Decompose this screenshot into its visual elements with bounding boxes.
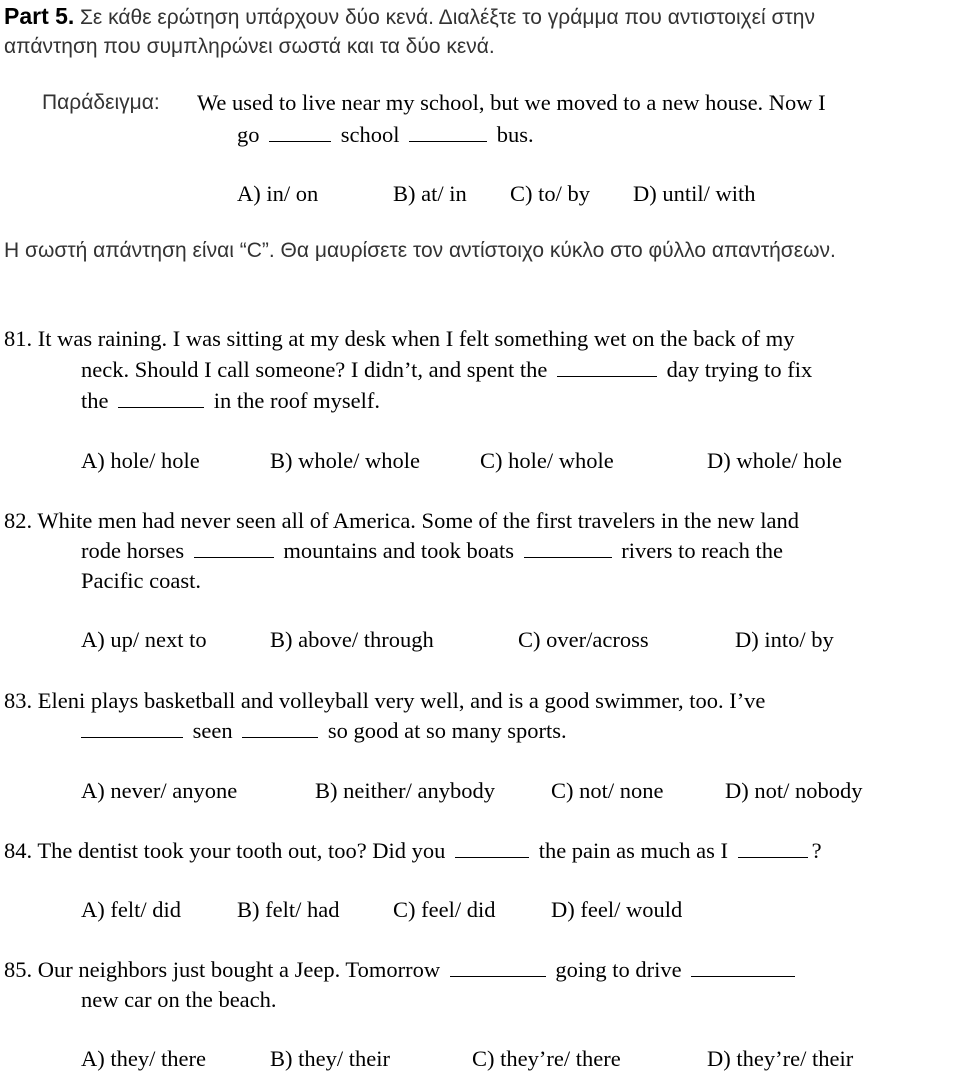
q83-seg-2b: so good at so many sports.: [327, 718, 567, 743]
q81-option-a: A) hole/ hole: [81, 448, 200, 473]
q84-seg-1a: 84. The dentist took your tooth out, too? Did you: [4, 838, 446, 863]
q83-option-c: C) not/ none: [551, 778, 664, 803]
q82-line-3: Pacific coast.: [81, 568, 201, 593]
q82-blank-2: [524, 556, 612, 558]
q82-option-b: B) above/ through: [270, 627, 434, 652]
q84-seg-1c: ?: [811, 838, 822, 863]
example-line-2: [237, 124, 534, 147]
q83-seg-2a: seen: [192, 718, 233, 743]
example-label: Παράδειγμα:: [42, 91, 160, 114]
q81-line-1: 81. It was raining. I was sitting at my desk when I felt something wet on the back of my: [4, 326, 795, 351]
example-blank-1: [269, 140, 331, 142]
q85-option-d: D) they’re/ their: [707, 1046, 854, 1071]
example-option-c: C) to/ by: [510, 181, 591, 206]
instruction-text-2: απάντηση που συμπληρώνει σωστά και τα δύο κενά.: [4, 35, 495, 58]
q81-line-3: [81, 390, 380, 413]
example-seg-b: school: [340, 122, 400, 147]
q84-seg-1b: the pain as much as I: [538, 838, 729, 863]
q81-seg-3b: in the roof myself.: [213, 388, 380, 413]
q82-line-1: 82. White men had never seen all of America. Some of the first travelers in the new land: [4, 508, 799, 533]
q83-line-1: 83. Eleni plays basketball and volleyball very well, and is a good swimmer, too. I’ve: [4, 688, 766, 713]
q82-option-d: D) into/ by: [735, 627, 834, 652]
q83-option-b: B) neither/ anybody: [315, 778, 495, 803]
q85-line-1: [4, 959, 799, 982]
q85-option-b: B) they/ their: [270, 1046, 390, 1071]
instruction-text-1: Σε κάθε ερώτηση υπάρχουν δύο κενά. Διαλέξτε το γράμμα που αντιστοιχεί στην: [79, 6, 815, 29]
instruction-line-1: [4, 5, 815, 29]
example-seg-a: go: [237, 122, 260, 147]
q81-blank-2: [118, 406, 204, 408]
q82-seg-2c: rivers to reach the: [621, 538, 784, 563]
q85-seg-1b: going to drive: [555, 957, 682, 982]
q81-seg-3a: the: [81, 388, 109, 413]
q85-option-a: A) they/ there: [81, 1046, 206, 1071]
q82-seg-2a: rode horses: [81, 538, 185, 563]
q84-option-a: A) felt/ did: [81, 897, 181, 922]
q85-seg-1a: 85. Our neighbors just bought a Jeep. Tomorrow: [4, 957, 441, 982]
q83-blank-2: [242, 736, 318, 738]
q81-option-b: B) whole/ whole: [270, 448, 420, 473]
q81-seg-2b: day trying to fix: [666, 357, 813, 382]
q82-option-a: A) up/ next to: [81, 627, 207, 652]
example-option-b: B) at/ in: [393, 181, 467, 206]
q84-option-c: C) feel/ did: [393, 897, 496, 922]
example-option-a: A) in/ on: [237, 181, 319, 206]
q85-blank-2: [691, 975, 795, 977]
q84-option-b: B) felt/ had: [237, 897, 340, 922]
example-answer-1: Η σωστή απάντηση είναι “C”.: [4, 239, 275, 262]
q83-option-d: D) not/ nobody: [725, 778, 863, 803]
example-blank-2: [409, 140, 487, 142]
example-answer-2: Θα μαυρίσετε τον αντίστοιχο κύκλο στο φύλλο απαντήσεων.: [280, 239, 836, 262]
example-line-1: We used to live near my school, but we moved to a new house. Now I: [197, 90, 826, 115]
q84-blank-2: [738, 856, 808, 858]
example-option-d: D) until/ with: [633, 181, 756, 206]
q83-line-2: [81, 720, 567, 743]
q82-seg-2b: mountains and took boats: [283, 538, 514, 563]
q81-option-c: C) hole/ whole: [480, 448, 614, 473]
q85-blank-1: [450, 975, 546, 977]
part-label: Part 5.: [4, 3, 75, 29]
q81-option-d: D) whole/ hole: [707, 448, 842, 473]
q81-seg-2a: neck. Should I call someone? I didn’t, and spent the: [81, 357, 548, 382]
q83-option-a: A) never/ anyone: [81, 778, 238, 803]
q84-line-1: [4, 840, 822, 863]
q84-option-d: D) feel/ would: [551, 897, 683, 922]
q84-blank-1: [455, 856, 529, 858]
q85-line-2: new car on the beach.: [81, 987, 277, 1012]
q82-option-c: C) over/across: [518, 627, 649, 652]
example-seg-c: bus.: [496, 122, 534, 147]
example-answer-line: [4, 240, 836, 261]
q83-blank-1: [81, 736, 183, 738]
q81-line-2: [81, 359, 812, 382]
q81-blank-1: [557, 375, 657, 377]
q82-blank-1: [194, 556, 274, 558]
q85-option-c: C) they’re/ there: [472, 1046, 621, 1071]
q82-line-2: [81, 540, 783, 563]
